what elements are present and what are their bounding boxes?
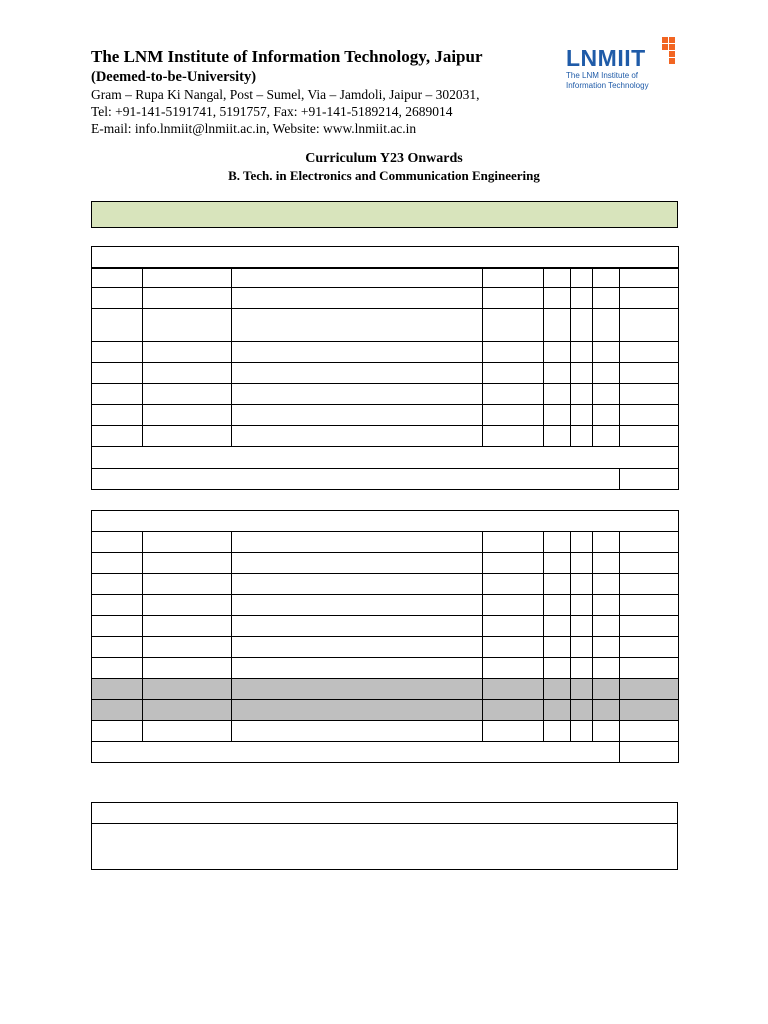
table-title-row (92, 511, 679, 532)
table-cell (593, 309, 620, 342)
table-cell (571, 658, 593, 679)
table-cell (143, 553, 232, 574)
table-cell (620, 574, 679, 595)
table-row (92, 616, 679, 637)
table-cell (92, 679, 143, 700)
table-cell (571, 268, 593, 288)
table-row-shaded (92, 700, 679, 721)
table-cell (544, 700, 571, 721)
table-cell (620, 426, 679, 447)
table-cell (143, 384, 232, 405)
table-cell (232, 405, 483, 426)
table-cell (143, 426, 232, 447)
table-cell (92, 469, 620, 490)
table-cell (232, 637, 483, 658)
table-cell (620, 658, 679, 679)
table-cell (620, 309, 679, 342)
logo-subtitle-line2: Information Technology (566, 81, 649, 90)
table-header-row (92, 268, 679, 288)
table-cell (620, 532, 679, 553)
table-cell (232, 658, 483, 679)
table-cell (92, 268, 143, 288)
table-cell (92, 553, 143, 574)
table-cell (92, 637, 143, 658)
table-cell (92, 447, 679, 469)
table-title-row (92, 247, 679, 268)
table-cell (92, 363, 143, 384)
table-cell (483, 553, 544, 574)
table-cell (593, 616, 620, 637)
table-cell (143, 700, 232, 721)
table-cell (232, 616, 483, 637)
table-row (92, 363, 679, 384)
table-cell (620, 268, 679, 288)
table-cell (571, 721, 593, 742)
table-cell (483, 342, 544, 363)
table-cell (544, 288, 571, 309)
table-cell (232, 384, 483, 405)
table-cell (571, 288, 593, 309)
institute-name: The LNM Institute of Information Technology, Jaipur (91, 47, 483, 66)
logo-square (662, 44, 668, 50)
table-cell (92, 511, 679, 532)
table-cell (483, 405, 544, 426)
logo-square (669, 44, 675, 50)
table-cell (232, 679, 483, 700)
table-cell (92, 595, 143, 616)
table-row (92, 658, 679, 679)
table-cell (571, 384, 593, 405)
table-cell (143, 363, 232, 384)
table-row (92, 721, 679, 742)
table-cell (544, 309, 571, 342)
table-cell (232, 574, 483, 595)
course-table-1 (91, 246, 679, 490)
table-cell (544, 363, 571, 384)
table-cell (143, 532, 232, 553)
table-row (92, 288, 679, 309)
table-cell (232, 721, 483, 742)
table-cell (483, 384, 544, 405)
table-cell (571, 574, 593, 595)
table-cell (483, 268, 544, 288)
table-row (92, 553, 679, 574)
table-cell (571, 426, 593, 447)
table-cell (593, 700, 620, 721)
table-row-shaded (92, 679, 679, 700)
table-cell (593, 268, 620, 288)
table-cell (92, 288, 143, 309)
table-cell (544, 595, 571, 616)
table-cell (92, 384, 143, 405)
table-cell (544, 426, 571, 447)
table-row (92, 595, 679, 616)
table-cell (620, 595, 679, 616)
table-cell (593, 342, 620, 363)
table-cell (143, 595, 232, 616)
table-cell (544, 574, 571, 595)
table-cell (544, 616, 571, 637)
table-cell (232, 553, 483, 574)
table-cell (483, 721, 544, 742)
table-cell (571, 679, 593, 700)
table-cell (92, 721, 143, 742)
table-cell (92, 405, 143, 426)
table-cell (483, 679, 544, 700)
table-total-row (92, 469, 679, 490)
table-row (92, 342, 679, 363)
table-cell (620, 342, 679, 363)
table-cell (483, 700, 544, 721)
table-cell (483, 288, 544, 309)
email-line: E-mail: info.lnmiit@lnmiit.ac.in, Website: www.lnmiit.ac.in (91, 121, 417, 136)
logo-wordmark: LNMIIT (566, 45, 646, 71)
table-cell (483, 363, 544, 384)
table-cell (620, 616, 679, 637)
table-cell (620, 405, 679, 426)
table-cell (544, 342, 571, 363)
table-cell (593, 384, 620, 405)
table-cell (593, 553, 620, 574)
table-cell (483, 574, 544, 595)
table-cell (571, 553, 593, 574)
table-cell (232, 595, 483, 616)
table-cell (544, 405, 571, 426)
table-cell (483, 658, 544, 679)
logo-square (669, 51, 675, 57)
table-cell (571, 595, 593, 616)
table-cell (544, 384, 571, 405)
table-cell (232, 342, 483, 363)
table-cell (92, 658, 143, 679)
table-cell (544, 268, 571, 288)
table-cell (143, 309, 232, 342)
table-cell (593, 532, 620, 553)
table-header-row (92, 532, 679, 553)
logo-square (669, 58, 675, 64)
logo-squares-icon (662, 37, 678, 65)
table-cell (143, 637, 232, 658)
logo-square (669, 37, 675, 43)
table-cell (232, 268, 483, 288)
table-cell (593, 679, 620, 700)
table-row (92, 574, 679, 595)
table-cell (544, 553, 571, 574)
table-cell (483, 309, 544, 342)
table-cell (92, 309, 143, 342)
table-cell (143, 342, 232, 363)
table-cell (544, 679, 571, 700)
program-title: B. Tech. in Electronics and Communication Engineering (228, 168, 540, 183)
table-row (92, 309, 679, 342)
logo-subtitle-line1: The LNM Institute of (566, 71, 639, 80)
table-cell (92, 742, 620, 763)
table-cell (620, 679, 679, 700)
table-cell (544, 721, 571, 742)
table-cell (571, 363, 593, 384)
table-cell (483, 426, 544, 447)
table-cell (571, 342, 593, 363)
table-cell (92, 700, 143, 721)
table-cell (593, 658, 620, 679)
table-cell (593, 637, 620, 658)
table-cell (143, 288, 232, 309)
table-cell (483, 595, 544, 616)
table-cell (593, 288, 620, 309)
table-cell (620, 384, 679, 405)
table-cell (483, 532, 544, 553)
table-cell (620, 637, 679, 658)
table-row (92, 384, 679, 405)
table-cell (143, 721, 232, 742)
institute-status: (Deemed-to-be-University) (91, 69, 257, 85)
lnmiit-logo (566, 37, 681, 93)
table-row (92, 637, 679, 658)
table-cell (571, 616, 593, 637)
table-cell (92, 616, 143, 637)
table-cell (92, 426, 143, 447)
table-cell (232, 309, 483, 342)
address-line: Gram – Rupa Ki Nangal, Post – Sumel, Via – Jamdoli, Jaipur – 302031, (91, 87, 480, 102)
table-cell (620, 288, 679, 309)
curriculum-title: Curriculum Y23 Onwards (305, 151, 463, 166)
table-cell (143, 679, 232, 700)
table-cell (544, 637, 571, 658)
table-row (92, 405, 679, 426)
table-cell (620, 721, 679, 742)
table-cell (571, 532, 593, 553)
table-cell (593, 363, 620, 384)
table-cell (620, 742, 679, 763)
table-cell (620, 469, 679, 490)
table-cell (620, 363, 679, 384)
table-cell (92, 532, 143, 553)
table-cell (143, 405, 232, 426)
course-table-2 (91, 510, 679, 763)
table-cell (92, 342, 143, 363)
table-cell (620, 700, 679, 721)
table-cell (143, 616, 232, 637)
table-cell (593, 405, 620, 426)
table-cell (232, 426, 483, 447)
phone-line: Tel: +91-141-5191741, 5191757, Fax: +91-141-5189214, 2689014 (91, 104, 453, 119)
table-cell (232, 532, 483, 553)
section-header-bar (91, 201, 678, 228)
table-cell (483, 637, 544, 658)
table-note-row (92, 447, 679, 469)
table-row (92, 426, 679, 447)
table-cell (143, 268, 232, 288)
table-cell (143, 658, 232, 679)
table-cell (143, 574, 232, 595)
table-cell (92, 247, 679, 268)
table-cell (232, 288, 483, 309)
table-total-row (92, 742, 679, 763)
table-cell (232, 363, 483, 384)
table-cell (593, 426, 620, 447)
table-cell (544, 658, 571, 679)
table-cell (483, 616, 544, 637)
table-cell (232, 700, 483, 721)
table-cell (593, 574, 620, 595)
table-cell (593, 721, 620, 742)
notes-header-box (91, 802, 678, 824)
table-cell (620, 553, 679, 574)
table-cell (571, 309, 593, 342)
table-cell (571, 405, 593, 426)
table-cell (544, 532, 571, 553)
table-cell (571, 637, 593, 658)
logo-square (662, 37, 668, 43)
notes-body-box (91, 823, 678, 870)
table-cell (571, 700, 593, 721)
table-cell (593, 595, 620, 616)
table-cell (92, 574, 143, 595)
